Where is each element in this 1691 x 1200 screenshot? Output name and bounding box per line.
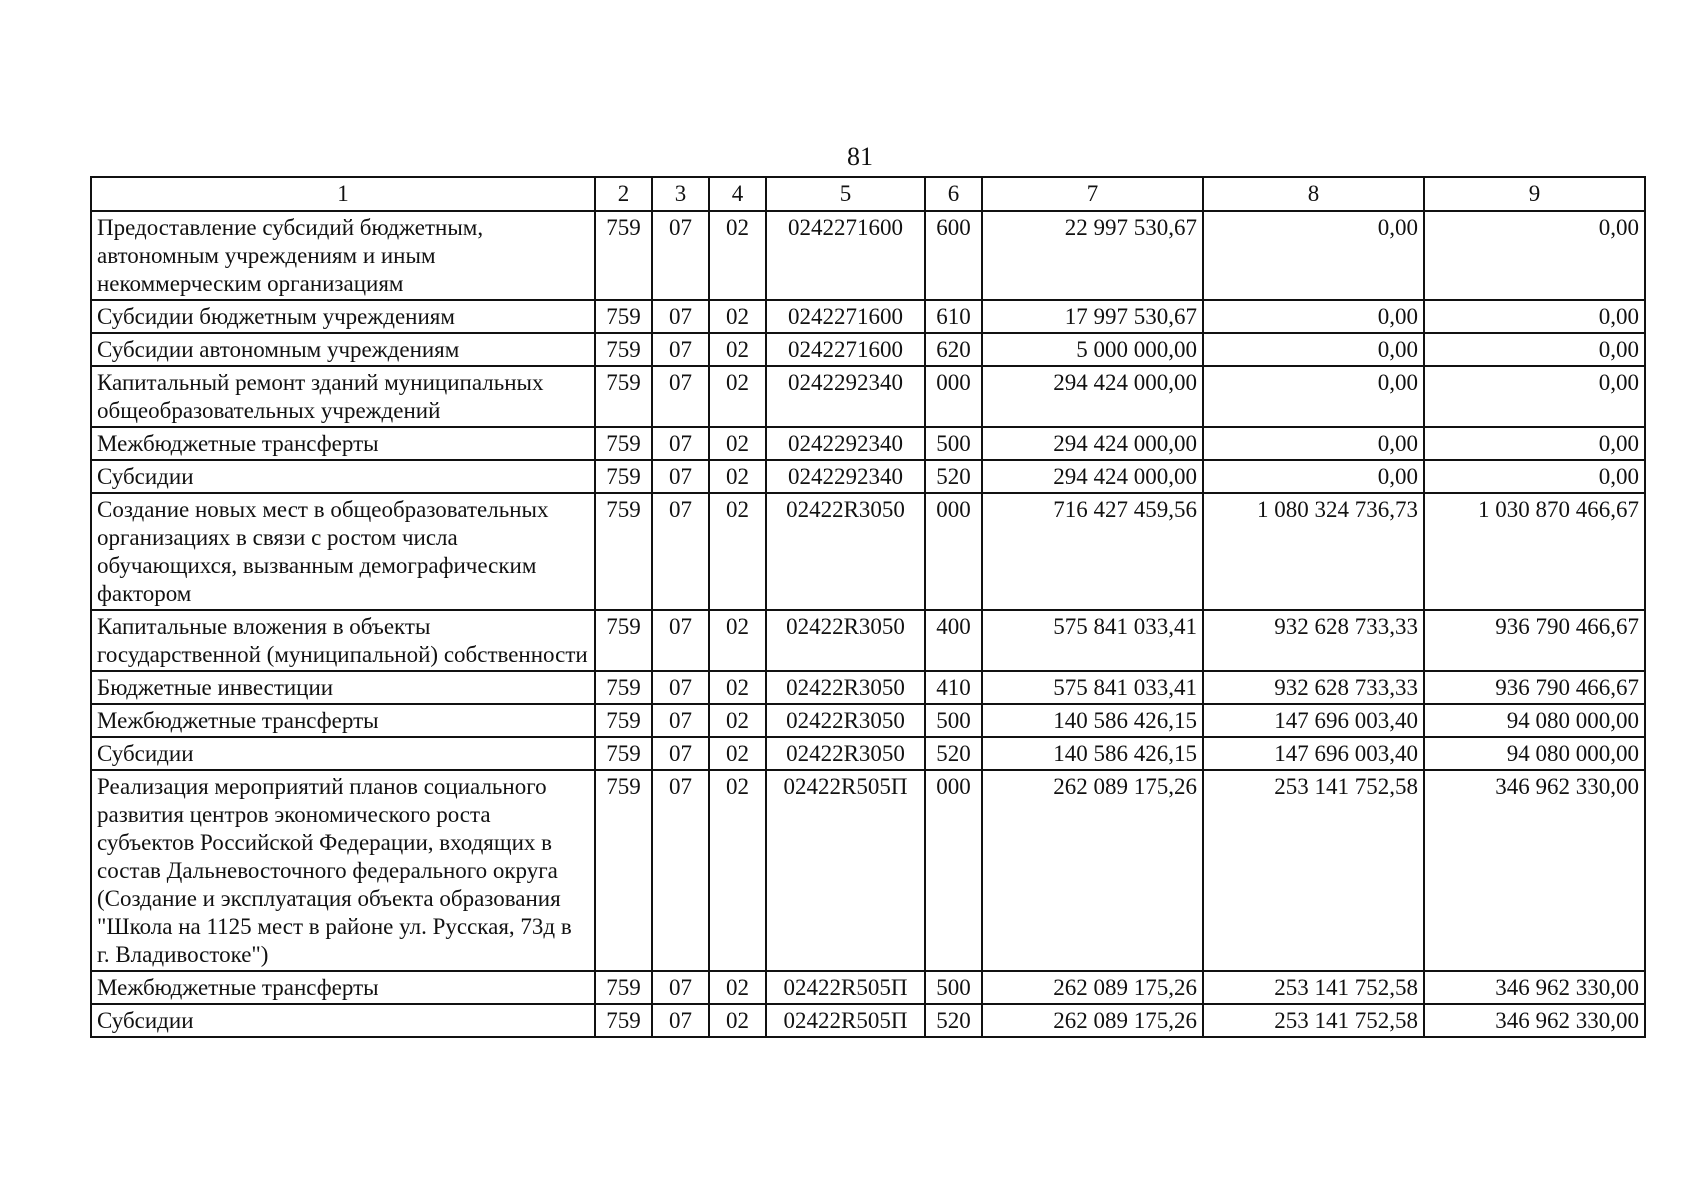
table-row: [91, 704, 1645, 737]
amount-cell: 936 790 466,67: [1424, 671, 1645, 704]
expense-type-cell: 000: [925, 366, 982, 427]
target-article-cell: 02422R3050: [766, 671, 925, 704]
target-article-cell: 02422R505П: [766, 971, 925, 1004]
column-header: 5: [766, 177, 925, 211]
row-name-cell: Субсидии автономным учреждениям: [91, 333, 595, 366]
expense-type-cell: 520: [925, 1004, 982, 1037]
admin-code-cell: 759: [595, 460, 652, 493]
section-code-cell: 07: [652, 671, 709, 704]
row-name-cell: Субсидии бюджетным учреждениям: [91, 300, 595, 333]
target-article-cell: 02422R3050: [766, 704, 925, 737]
expense-type-cell: 000: [925, 493, 982, 610]
table-row: [91, 770, 1645, 971]
amount-cell: 932 628 733,33: [1203, 671, 1424, 704]
row-name-cell: Субсидии: [91, 1004, 595, 1037]
column-header: 2: [595, 177, 652, 211]
admin-code-cell: 759: [595, 737, 652, 770]
admin-code-cell: 759: [595, 671, 652, 704]
admin-code-cell: 759: [595, 493, 652, 610]
expense-type-cell: 610: [925, 300, 982, 333]
target-article-cell: 02422R505П: [766, 1004, 925, 1037]
section-code-cell: 07: [652, 300, 709, 333]
amount-cell: 575 841 033,41: [982, 610, 1203, 671]
amount-cell: 294 424 000,00: [982, 427, 1203, 460]
subsection-code-cell: 02: [709, 971, 766, 1004]
admin-code-cell: 759: [595, 770, 652, 971]
section-code-cell: 07: [652, 493, 709, 610]
column-header: 6: [925, 177, 982, 211]
amount-cell: 262 089 175,26: [982, 770, 1203, 971]
column-header: 9: [1424, 177, 1645, 211]
subsection-code-cell: 02: [709, 366, 766, 427]
row-name-cell: Субсидии: [91, 737, 595, 770]
target-article-cell: 02422R3050: [766, 737, 925, 770]
amount-cell: 346 962 330,00: [1424, 971, 1645, 1004]
amount-cell: 346 962 330,00: [1424, 1004, 1645, 1037]
section-code-cell: 07: [652, 427, 709, 460]
section-code-cell: 07: [652, 1004, 709, 1037]
target-article-cell: 0242292340: [766, 427, 925, 460]
column-header: 8: [1203, 177, 1424, 211]
column-header: 4: [709, 177, 766, 211]
amount-cell: 140 586 426,15: [982, 737, 1203, 770]
amount-cell: 0,00: [1424, 333, 1645, 366]
section-code-cell: 07: [652, 770, 709, 971]
section-code-cell: 07: [652, 366, 709, 427]
amount-cell: 17 997 530,67: [982, 300, 1203, 333]
amount-cell: 22 997 530,67: [982, 211, 1203, 300]
subsection-code-cell: 02: [709, 704, 766, 737]
amount-cell: 1 030 870 466,67: [1424, 493, 1645, 610]
amount-cell: 253 141 752,58: [1203, 770, 1424, 971]
row-name-cell: Предоставление субсидий бюджетным, автономным учреждениям и иным некоммерческим организациям: [91, 211, 595, 300]
target-article-cell: 0242271600: [766, 300, 925, 333]
column-header: 1: [91, 177, 595, 211]
amount-cell: 294 424 000,00: [982, 366, 1203, 427]
target-article-cell: 0242271600: [766, 211, 925, 300]
table-row: [91, 366, 1645, 427]
subsection-code-cell: 02: [709, 770, 766, 971]
expense-type-cell: 500: [925, 427, 982, 460]
amount-cell: 716 427 459,56: [982, 493, 1203, 610]
table-row: [91, 671, 1645, 704]
amount-cell: 5 000 000,00: [982, 333, 1203, 366]
amount-cell: 140 586 426,15: [982, 704, 1203, 737]
amount-cell: 0,00: [1424, 211, 1645, 300]
amount-cell: 0,00: [1203, 366, 1424, 427]
section-code-cell: 07: [652, 460, 709, 493]
table-row: [91, 211, 1645, 300]
amount-cell: 0,00: [1203, 333, 1424, 366]
subsection-code-cell: 02: [709, 300, 766, 333]
expense-type-cell: 410: [925, 671, 982, 704]
table-row: [91, 610, 1645, 671]
row-name-cell: Капитальный ремонт зданий муниципальных общеобразовательных учреждений: [91, 366, 595, 427]
amount-cell: 0,00: [1203, 211, 1424, 300]
column-header: 3: [652, 177, 709, 211]
amount-cell: 147 696 003,40: [1203, 704, 1424, 737]
table-row: [91, 333, 1645, 366]
row-name-cell: Межбюджетные трансферты: [91, 427, 595, 460]
admin-code-cell: 759: [595, 427, 652, 460]
amount-cell: 262 089 175,26: [982, 1004, 1203, 1037]
subsection-code-cell: 02: [709, 610, 766, 671]
table-row: [91, 427, 1645, 460]
expense-type-cell: 400: [925, 610, 982, 671]
target-article-cell: 02422R3050: [766, 610, 925, 671]
amount-cell: 94 080 000,00: [1424, 737, 1645, 770]
admin-code-cell: 759: [595, 704, 652, 737]
table-body: [91, 211, 1645, 1037]
subsection-code-cell: 02: [709, 211, 766, 300]
target-article-cell: 0242271600: [766, 333, 925, 366]
section-code-cell: 07: [652, 610, 709, 671]
amount-cell: 262 089 175,26: [982, 971, 1203, 1004]
row-name-cell: Создание новых мест в общеобразовательных организациях в связи с ростом числа обучающихся, вызванным демографическим фактором: [91, 493, 595, 610]
expense-type-cell: 500: [925, 704, 982, 737]
amount-cell: 147 696 003,40: [1203, 737, 1424, 770]
section-code-cell: 07: [652, 211, 709, 300]
amount-cell: 1 080 324 736,73: [1203, 493, 1424, 610]
expense-type-cell: 500: [925, 971, 982, 1004]
amount-cell: 0,00: [1203, 300, 1424, 333]
admin-code-cell: 759: [595, 1004, 652, 1037]
subsection-code-cell: 02: [709, 333, 766, 366]
row-name-cell: Межбюджетные трансферты: [91, 971, 595, 1004]
target-article-cell: 0242292340: [766, 460, 925, 493]
page-number: 81: [847, 142, 873, 171]
amount-cell: 253 141 752,58: [1203, 1004, 1424, 1037]
expense-type-cell: 520: [925, 737, 982, 770]
row-name-cell: Бюджетные инвестиции: [91, 671, 595, 704]
amount-cell: 936 790 466,67: [1424, 610, 1645, 671]
budget-table: [90, 176, 1646, 1038]
subsection-code-cell: 02: [709, 671, 766, 704]
row-name-cell: Субсидии: [91, 460, 595, 493]
target-article-cell: 0242292340: [766, 366, 925, 427]
admin-code-cell: 759: [595, 610, 652, 671]
amount-cell: 0,00: [1424, 460, 1645, 493]
amount-cell: 253 141 752,58: [1203, 971, 1424, 1004]
table-row: [91, 493, 1645, 610]
subsection-code-cell: 02: [709, 493, 766, 610]
amount-cell: 0,00: [1203, 427, 1424, 460]
section-code-cell: 07: [652, 333, 709, 366]
expense-type-cell: 620: [925, 333, 982, 366]
column-header: 7: [982, 177, 1203, 211]
amount-cell: 0,00: [1203, 460, 1424, 493]
table-row: [91, 300, 1645, 333]
expense-type-cell: 520: [925, 460, 982, 493]
amount-cell: 94 080 000,00: [1424, 704, 1645, 737]
section-code-cell: 07: [652, 704, 709, 737]
amount-cell: 346 962 330,00: [1424, 770, 1645, 971]
subsection-code-cell: 02: [709, 427, 766, 460]
amount-cell: 0,00: [1424, 366, 1645, 427]
section-code-cell: 07: [652, 737, 709, 770]
amount-cell: 0,00: [1424, 427, 1645, 460]
amount-cell: 932 628 733,33: [1203, 610, 1424, 671]
table-row: [91, 737, 1645, 770]
subsection-code-cell: 02: [709, 737, 766, 770]
table-row: [91, 971, 1645, 1004]
table-row: [91, 1004, 1645, 1037]
amount-cell: 575 841 033,41: [982, 671, 1203, 704]
admin-code-cell: 759: [595, 211, 652, 300]
header-row: [91, 177, 1645, 211]
admin-code-cell: 759: [595, 300, 652, 333]
expense-type-cell: 000: [925, 770, 982, 971]
amount-cell: 294 424 000,00: [982, 460, 1203, 493]
subsection-code-cell: 02: [709, 1004, 766, 1037]
target-article-cell: 02422R3050: [766, 493, 925, 610]
target-article-cell: 02422R505П: [766, 770, 925, 971]
row-name-cell: Межбюджетные трансферты: [91, 704, 595, 737]
admin-code-cell: 759: [595, 971, 652, 1004]
table-row: [91, 460, 1645, 493]
subsection-code-cell: 02: [709, 460, 766, 493]
admin-code-cell: 759: [595, 366, 652, 427]
section-code-cell: 07: [652, 971, 709, 1004]
expense-type-cell: 600: [925, 211, 982, 300]
amount-cell: 0,00: [1424, 300, 1645, 333]
row-name-cell: Капитальные вложения в объекты государственной (муниципальной) собственности: [91, 610, 595, 671]
admin-code-cell: 759: [595, 333, 652, 366]
row-name-cell: Реализация мероприятий планов социального развития центров экономического роста субъектов Российской Федерации, входящих в состав Дальневосточного федерального округа (Создание и эксплуатация объекта образования "Школа на 1125 мест в районе ул. Русская, 73д в г. Владивостоке"): [91, 770, 595, 971]
